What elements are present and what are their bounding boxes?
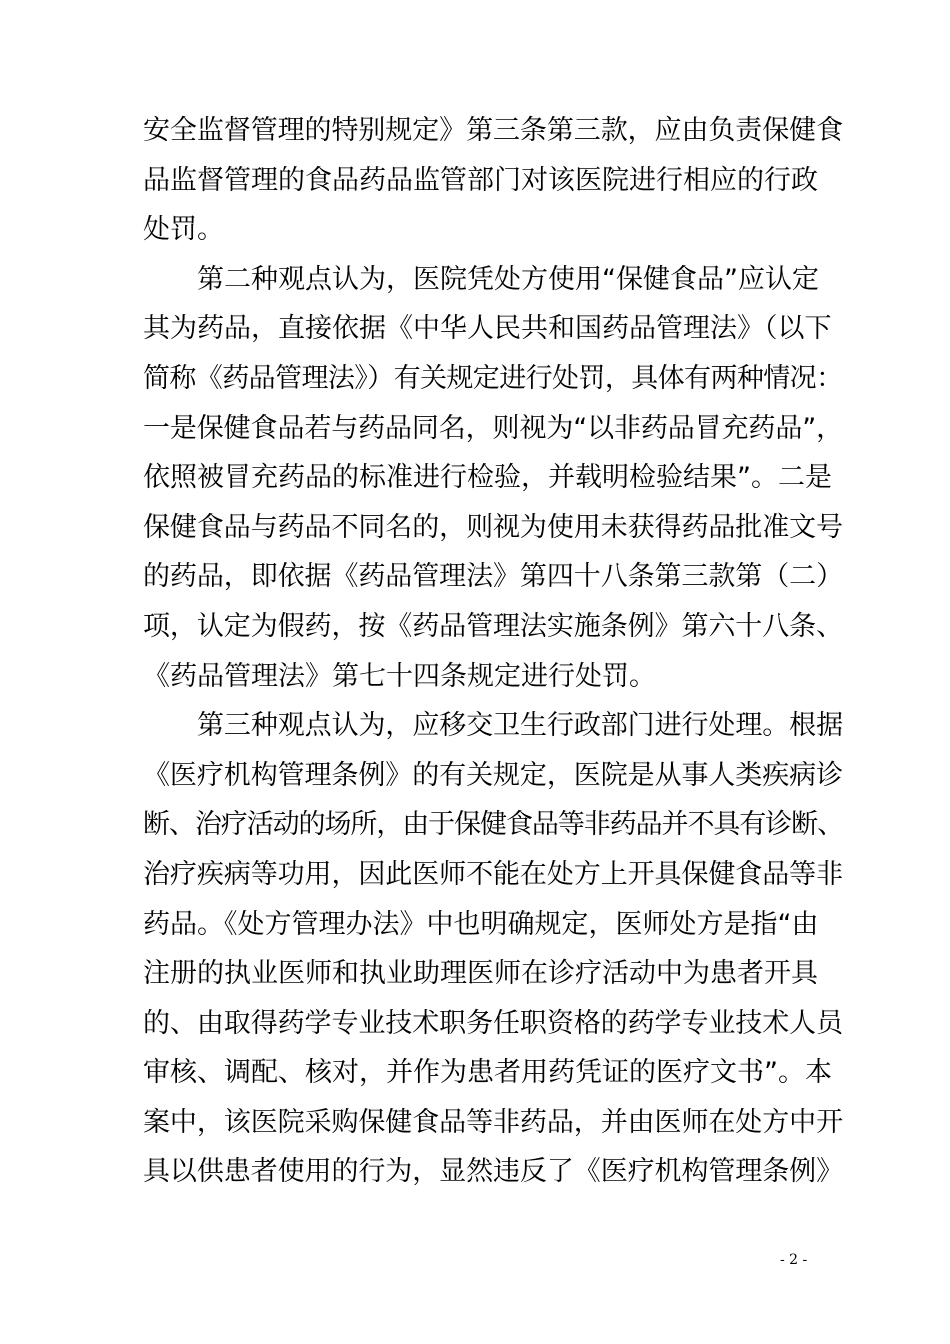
text-line: 注册的执业医师和执业助理医师在诊疗活动中为患者开具 <box>143 958 818 990</box>
text-line: 项，认定为假药，按《药品管理法实施条例》第六十八条、 <box>143 610 843 642</box>
text-line: 安全监督管理的特别规定》第三条第三款，应由负责保健食 <box>143 115 843 146</box>
body-text <box>143 106 843 1197</box>
paragraph-start-line: 第二种观点认为，医院凭处方使用“保健食品”应认定 <box>197 263 819 295</box>
page-number: - 2 - <box>780 1252 808 1268</box>
text-line: 的、由取得药学专业技术职务任职资格的药学专业技术人员 <box>143 1007 843 1039</box>
text-line: 简称《药品管理法》）有关规定进行处罚，具体有两种情况： <box>143 362 843 394</box>
paragraph-start-line: 第三种观点认为，应移交卫生行政部门进行处理。根据 <box>197 710 843 742</box>
text-line: 的药品，即依据《药品管理法》第四十八条第三款第（二） <box>143 561 843 593</box>
text-line: 审核、调配、核对，并作为患者用药凭证的医疗文书”。本 <box>143 1057 832 1089</box>
text-line: 品监督管理的食品药品监管部门对该医院进行相应的行政 <box>143 164 818 196</box>
text-line: 案中，该医院采购保健食品等非药品，并由医师在处方中开 <box>143 1106 843 1138</box>
text-line: 《医疗机构管理条例》的有关规定，医院是从事人类疾病诊 <box>143 759 843 791</box>
text-line: 具以供患者使用的行为，显然违反了《医疗机构管理条例》 <box>143 1156 843 1188</box>
text-line: 保健食品与药品不同名的，则视为使用未获得药品批准文号 <box>143 511 843 543</box>
text-line: 治疗疾病等功用，因此医师不能在处方上开具保健食品等非 <box>143 858 843 890</box>
text-line: 一是保健食品若与药品同名，则视为“以非药品冒充药品”， <box>143 412 843 444</box>
text-line: 依照被冒充药品的标准进行检验，并载明检验结果”。二是 <box>143 462 832 494</box>
text-line: 处罚。 <box>143 214 224 246</box>
text-line: 其为药品，直接依据《中华人民共和国药品管理法》（以下 <box>143 313 832 345</box>
text-line: 断、治疗活动的场所，由于保健食品等非药品并不具有诊断、 <box>143 809 843 841</box>
text-line: 《药品管理法》第七十四条规定进行处罚。 <box>143 660 656 692</box>
text-line: 药品。《处方管理办法》中也明确规定，医师处方是指“由 <box>143 908 819 940</box>
